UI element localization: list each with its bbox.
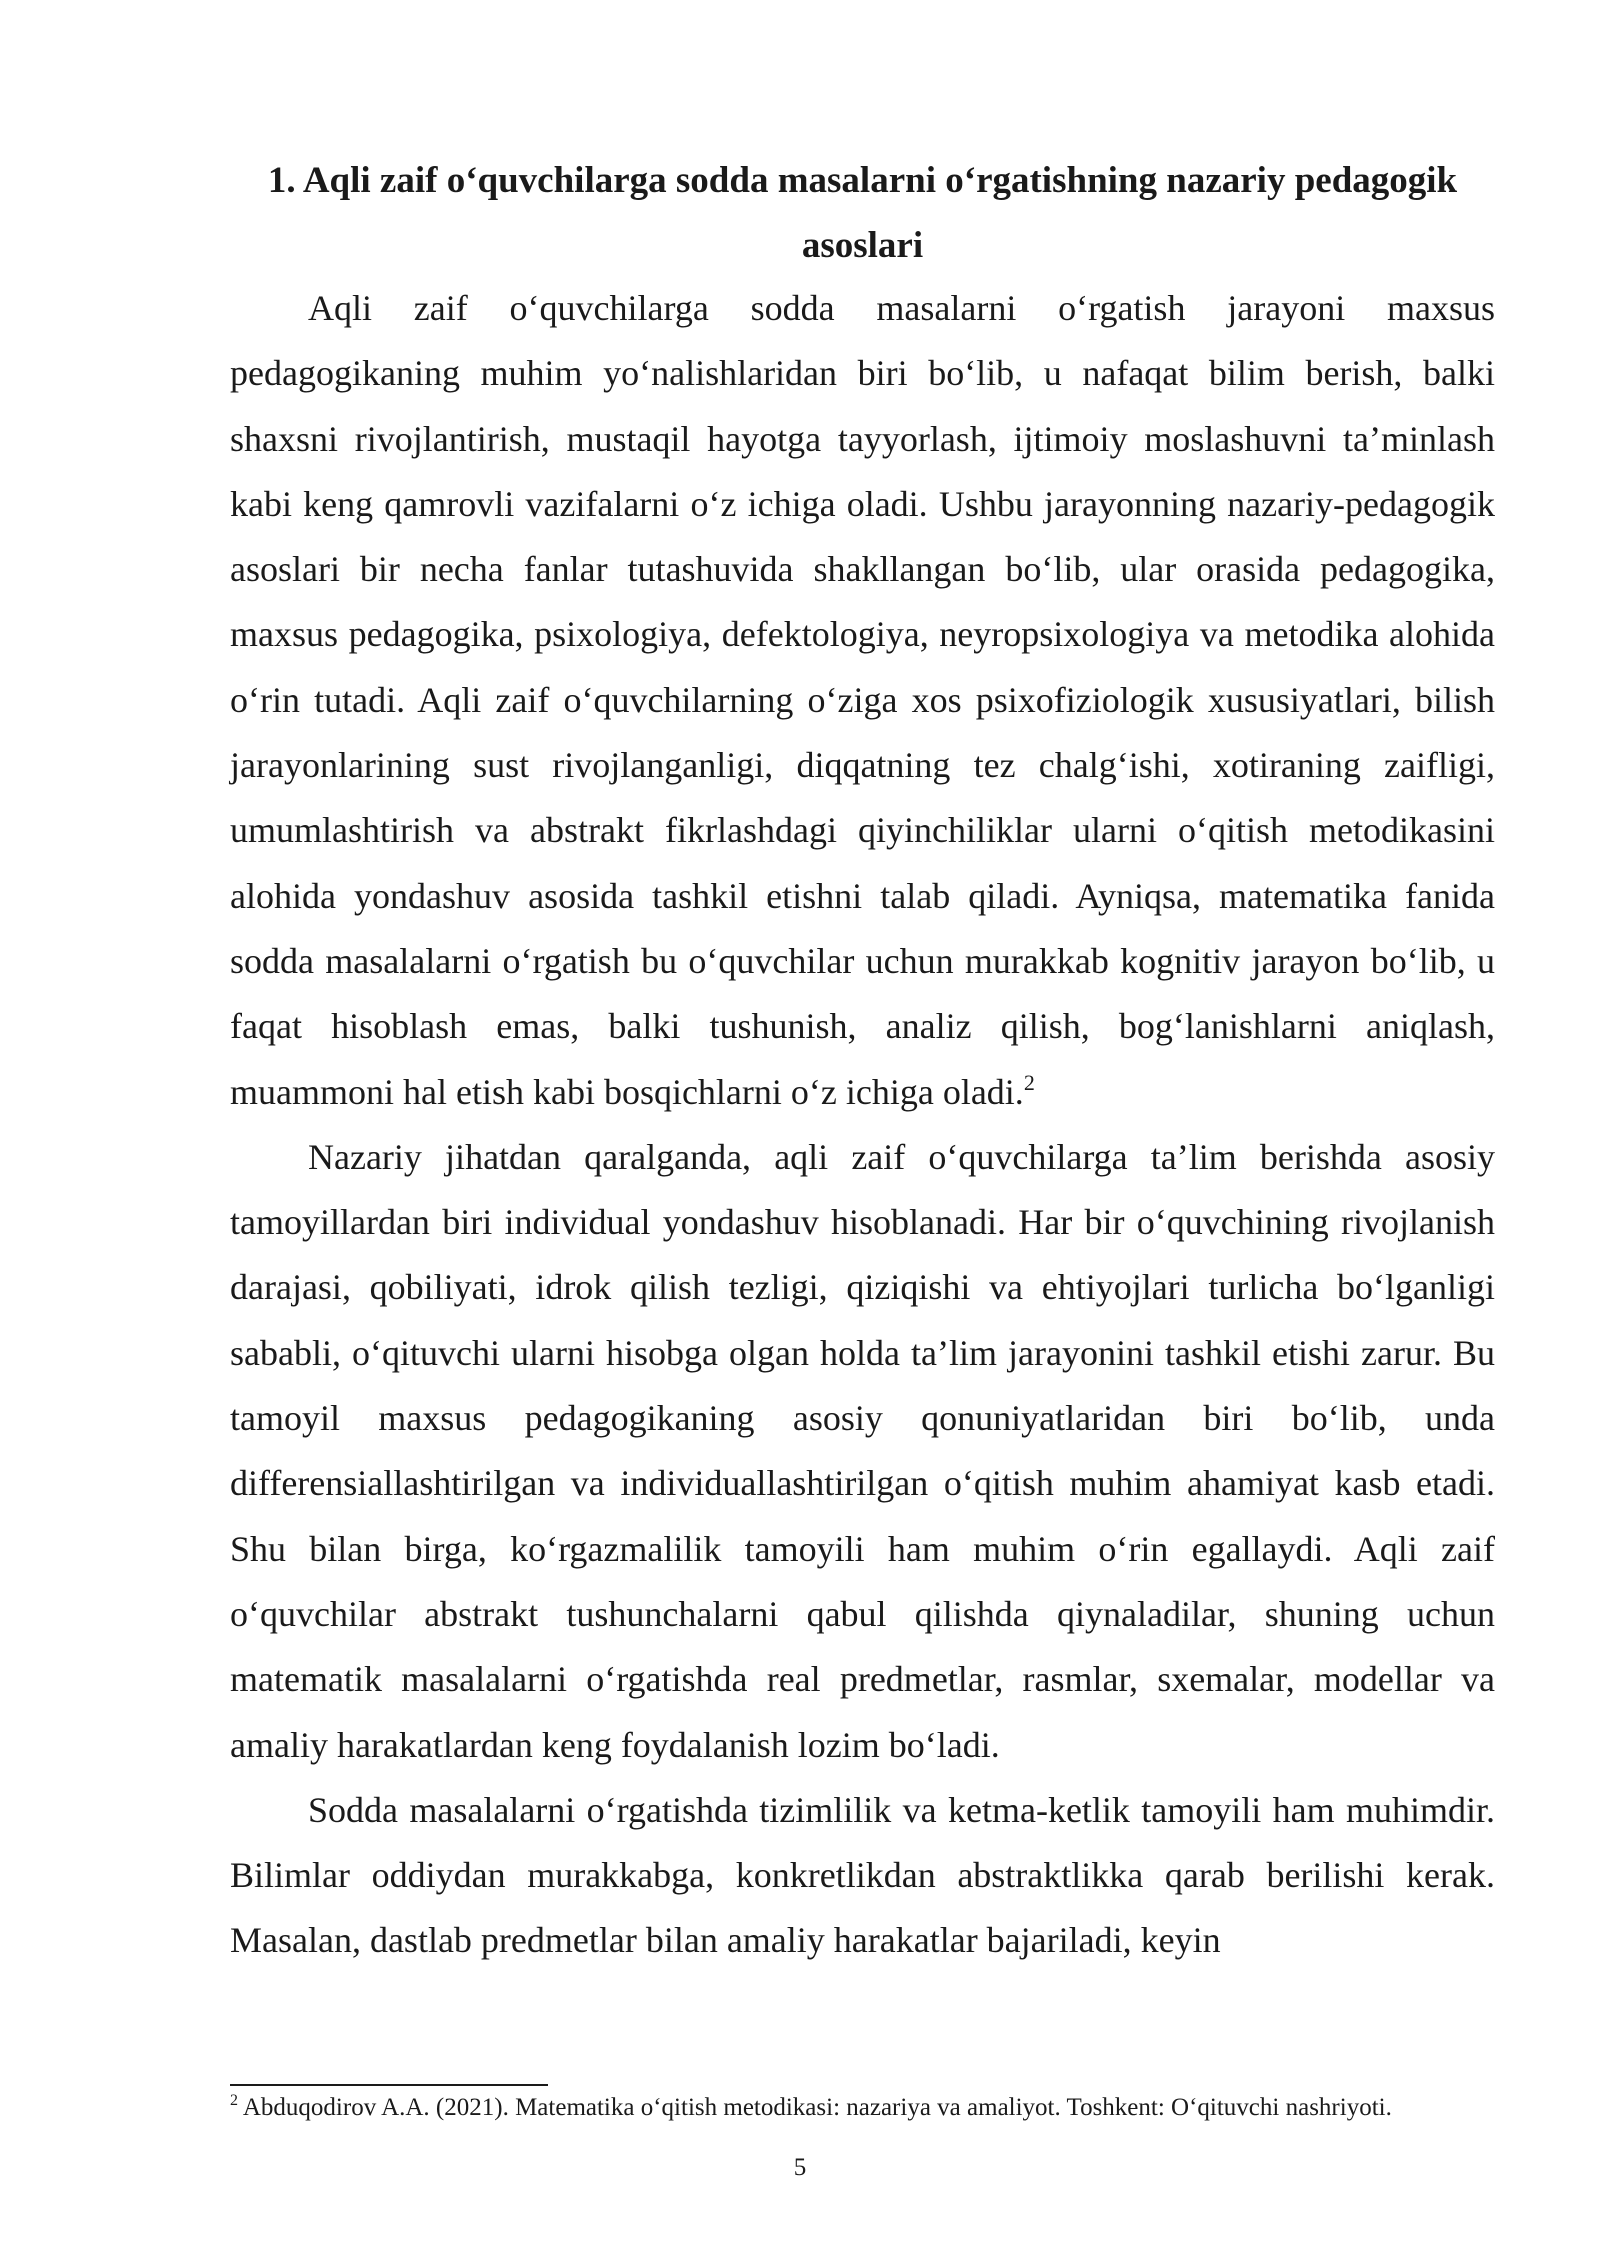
section-heading: 1. Aqli zaif o‘quvchilarga sodda masalarni o‘rgatishning nazariy pedagogik asoslari [267, 160, 1458, 266]
footnote-number: 2 [230, 2092, 238, 2109]
paragraph-1 [230, 276, 1495, 1125]
paragraph-2: Nazariy jihatdan qaralganda, aqli zaif o‘quvchilarga ta’lim berishda asosiy tamoyillardan biri individual yondashuv hisoblanadi. Har bir o‘quvchining rivojlanish darajasi, qobiliyati, idrok qilish tezligi, qiziqishi va ehtiyojlari turlicha bo‘lganligi sababli, o‘qituvchi ularni hisobga olgan holda ta’lim jarayonini tashkil etishi zarur. Bu tamoyil maxsus pedagogikaning asosiy qonuniyatlaridan biri bo‘lib, unda differensiallashtirilgan va individuallashtirilgan o‘qitish muhim ahamiyat kasb etadi. Shu bilan birga, ko‘rgazmalilik tamoyili ham muhim o‘rin egallaydi. Aqli zaif o‘quvchilar abstrakt tushunchalarni qabul qilishda qiynaladilar, shuning uchun matematik masalalarni o‘rgatishda real predmetlar, rasmlar, sxemalar, modellar va amaliy harakatlardan keng foydalanish lozim bo‘ladi. [230, 1136, 1495, 1765]
footnote-reference: 2 [1023, 1069, 1035, 1095]
paragraph-3: Sodda masalalarni o‘rgatishda tizimlilik va ketma-ketlik tamoyili ham muhimdir. Bilimlar oddiydan murakkabga, konkretlikdan abstraktlikka qarab berilishi kerak. Masalan, dastlab predmetlar bilan amaliy harakatlar bajariladi, keyin [230, 1789, 1495, 1961]
footnote-separator [230, 2084, 548, 2086]
footnote-text: Abduqodirov A.A. (2021). Matematika o‘qitish metodikasi: nazariya va amaliyot. Toshkent: O‘qituvchi nashriyoti. [242, 2094, 1392, 2121]
page-number: 5 [793, 2154, 807, 2181]
paragraph-1-text: Aqli zaif o‘quvchilarga sodda masalarni o‘rgatish jarayoni maxsus pedagogikaning muhim yo‘nalishlaridan biri bo‘lib, u nafaqat bilim berish, balki shaxsni rivojlantirish, mustaqil hayotga tayyorlash, ijtimoiy moslashuvni ta’minlash kabi keng qamrovli vazifalarni o‘z ichiga oladi. Ushbu jarayonning nazariy-pedagogik asoslari bir necha fanlar tutashuvida shakllangan bo‘lib, ular orasida pedagogika, maxsus pedagogika, psixologiya, defektologiya, neyropsixologiya va metodika alohida o‘rin tutadi. Aqli zaif o‘quvchilarning o‘ziga xos psixofiziologik xususiyatlari, bilish jarayonlarining sust rivojlanganligi, diqqatning tez chalg‘ishi, xotiraning zaifligi, umumlashtirish va abstrakt fikrlashdagi qiyinchiliklar ularni o‘qitish metodikasini alohida yondashuv asosida tashkil etishni talab qiladi. Ayniqsa, matematika fanida sodda masalalarni o‘rgatish bu o‘quvchilar uchun murakkab kognitiv jarayon bo‘lib, u faqat hisoblash emas, balki tushunish, analiz qilish, bog‘lanishlarni aniqlash, muammoni hal etish kabi bosqichlarni o‘z ichiga oladi. [230, 288, 1495, 1112]
footnote [230, 2090, 1495, 2126]
body-text [230, 276, 1495, 1974]
